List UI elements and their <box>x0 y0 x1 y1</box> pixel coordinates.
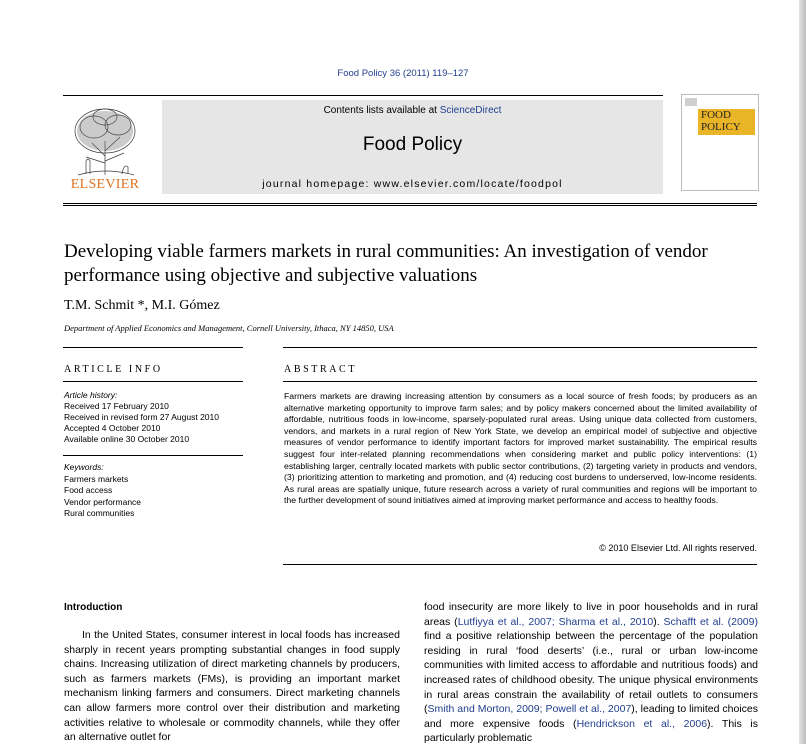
masthead-bottom-rule-2 <box>63 205 757 206</box>
keywords-label: Keywords: <box>64 462 104 472</box>
body-left-column: In the United States, consumer interest in local foods has increased sharply in recent years prompting substantial changes in food supply chains. Increasing utilization of direct marketing channels by producers, such as farmers markets (FMs), is providing an important market mechanism linking farmers and consumers. Direct marketing channels can allow farmers more control over their distribution and marketing activities relative to wholesale or commodity channels, while they offer an alternative outlet for <box>64 629 400 744</box>
keyword-item: Food access <box>64 485 113 496</box>
citation-link[interactable]: Schafft et al. (2009) <box>663 615 758 628</box>
introduction-heading: Introduction <box>64 602 123 613</box>
article-history-label: Article history: <box>64 390 118 400</box>
journal-homepage[interactable]: journal homepage: www.elsevier.com/locate/foodpol <box>262 178 563 190</box>
author-affiliation: Department of Applied Economics and Management, Cornell University, Ithaca, NY 14850, USA <box>64 323 394 333</box>
abstract-heading: ABSTRACT <box>284 364 358 375</box>
masthead-banner <box>162 100 663 194</box>
keyword-item: Rural communities <box>64 508 135 519</box>
body-text-run: ), leading to limited choices and more expensive foods ( <box>424 703 758 730</box>
body-text-run: find a positive relationship between the percentage of the population residing in rural ‘food deserts’ (i.e., rural or urban low-income communities with limited access to affordable and nutritious foods) and increased rates of childhood obesity. The unique physical environments in rural areas constrain the availability of retail outlets to consumers ( <box>424 630 758 716</box>
cover-logo-mark <box>685 98 697 106</box>
journal-citation: Food Policy 36 (2011) 119–127 <box>337 68 469 79</box>
article-info-keywords-rule <box>63 455 243 456</box>
citation-link[interactable]: Hendrickson et al., 2006 <box>576 717 708 730</box>
history-revised: Received in revised form 27 August 2010 <box>64 412 219 422</box>
body-text-run: ). This is particularly problematic <box>424 717 758 745</box>
body-text-run: ). <box>653 615 664 628</box>
keyword-item: Farmers markets <box>64 473 129 484</box>
article-info-heading: ARTICLE INFO <box>64 364 163 375</box>
cover-title-line2: POLICY <box>701 121 741 133</box>
masthead-bottom-rule <box>63 203 757 204</box>
copyright-notice: © 2010 Elsevier Ltd. All rights reserved. <box>599 543 757 553</box>
cover-title-line1: FOOD <box>701 109 731 121</box>
citation-link[interactable]: Smith and Morton, 2009; Powell et al., 2007 <box>427 703 632 716</box>
contents-prefix: Contents lists available at <box>323 105 440 116</box>
journal-cover-thumbnail <box>681 94 759 191</box>
body-text-run: food insecurity are more likely to live in poor households and in rural areas ( <box>424 601 758 628</box>
article-info-mid-rule <box>63 381 243 382</box>
abstract-top-rule <box>283 347 757 348</box>
viewer-right-edge <box>799 0 806 744</box>
history-received: Received 17 February 2010 <box>64 401 169 411</box>
masthead-top-rule <box>63 95 663 96</box>
abstract-bottom-rule <box>283 564 757 565</box>
sciencedirect-link[interactable]: ScienceDirect <box>439 105 502 116</box>
abstract-text: Farmers markets are drawing increasing attention by consumers as a local source of fresh foods; by producers as an alternative marketing opportunity to improve farm sales; and by policy makers concerned about the limited availability of affordable, nutritious foods in low-income, sparsely-populated rural areas. Using unique data collected from customers, vendors, and markets in a rural region of New York State, we develop an empirical model of subjective and objective measures of vendor performance to identify important factors for improved market sustainability. The empirical results suggest four inter-related planning recommendations when considering market and public policy interventions: (1) establishing larger, centrally located markets with public sector contributions, (2) targeting variety in products and vendors, (3) prioritizing attention to marketing and promotion, and (4) reducing cost burdens to underserved, low-income residents. As rural areas are spatially unique, future research across a variety of rural communities and regions will be important to the further development of sound initiatives aimed at improving market performance and access to healthy foods. <box>284 391 757 506</box>
keyword-item: Vendor performance <box>64 496 142 507</box>
journal-title: Food Policy <box>362 134 463 155</box>
article-title: Developing viable farmers markets in rural communities: An investigation of vendor performance using objective and subjective valuations <box>64 241 708 286</box>
body-right-column <box>424 600 758 746</box>
elsevier-wordmark: ELSEVIER <box>70 177 140 192</box>
contents-line <box>162 105 663 116</box>
article-authors: T.M. Schmit *, M.I. Gómez <box>64 298 220 313</box>
article-history <box>64 390 244 445</box>
history-online: Available online 30 October 2010 <box>64 434 190 444</box>
article-info-top-rule <box>63 347 243 348</box>
abstract-mid-rule <box>283 381 757 382</box>
history-accepted: Accepted 4 October 2010 <box>64 423 161 433</box>
citation-link[interactable]: Lutfiyya et al., 2007; Sharma et al., 2010 <box>457 615 654 628</box>
keywords-list <box>64 462 244 520</box>
